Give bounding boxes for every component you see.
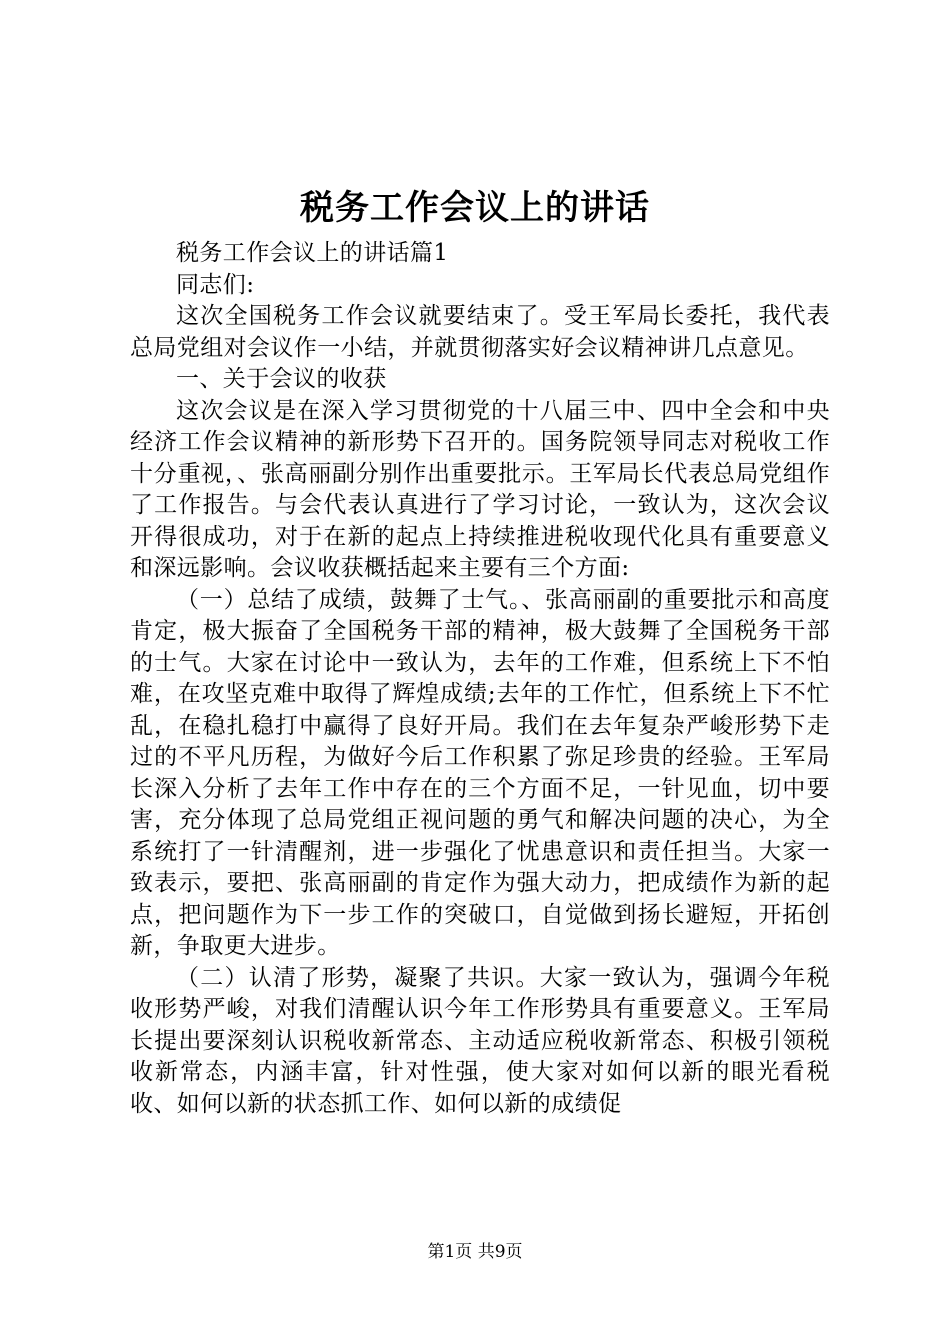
paragraph: （一）总结了成绩，鼓舞了士气。、张高丽副的重要批示和高度肯定，极大振奋了全国税务干部的精神，极大鼓舞了全国税务干部的士气。大家在讨论中一致认为，去年的工作难，但系统上下不怕难，在攻坚克难中取得了辉煌成绩;去年的工作忙，但系统上下不忙乱，在稳扎稳打中赢得了良好开局。我们在去年复杂严峻形势下走过的不平凡历程，为做好今后工作积累了弥足珍贵的经验。王军局长深入分析了去年工作中存在的三个方面不足，一针见血，切中要害，充分体现了总局党组正视问题的勇气和解决问题的决心，为全系统打了一针清醒剂，进一步强化了忧患意识和责任担当。大家一致表示，要把、张高丽副的肯定作为强大动力，把成绩作为新的起点，把问题作为下一步工作的突破口，自觉做到扬长避短，开拓创新，争取更大进步。 (130, 586, 830, 959)
paragraph: 这次会议是在深入学习贯彻党的十八届三中、四中全会和中央经济工作会议精神的新形势下召开的。国务院领导同志对税收工作十分重视，、张高丽副分别作出重要批示。王军局长代表总局党组作了工作报告。与会代表认真进行了学习讨论，一致认为，这次会议开得很成功，对于在新的起点上持续推进税收现代化具有重要意义和深远影响。会议收获概括起来主要有三个方面: (130, 397, 830, 581)
paragraph: 这次全国税务工作会议就要结束了。受王军局长委托，我代表总局党组对会议作一小结，并就贯彻落实好会议精神讲几点意见。 (130, 303, 830, 361)
salutation: 同志们: (176, 271, 255, 298)
section-heading: 一、关于会议的收获 (176, 366, 387, 392)
section-heading: 税务工作会议上的讲话篇1 (176, 240, 449, 266)
paragraph: （二）认清了形势，凝聚了共识。大家一致认为，强调今年税收形势严峻，对我们清醒认识今年工作形势具有重要意义。王军局长提出要深刻认识税收新常态、主动适应税收新常态、积极引领税收新常态，内涵丰富，针对性强，使大家对如何以新的眼光看税收、如何以新的状态抓工作、如何以新的成绩促 (130, 964, 830, 1117)
page-number: 第1页 共9页 (427, 1242, 523, 1262)
document-title: 税务工作会议上的讲话 (300, 188, 650, 228)
document-body (130, 238, 830, 1120)
